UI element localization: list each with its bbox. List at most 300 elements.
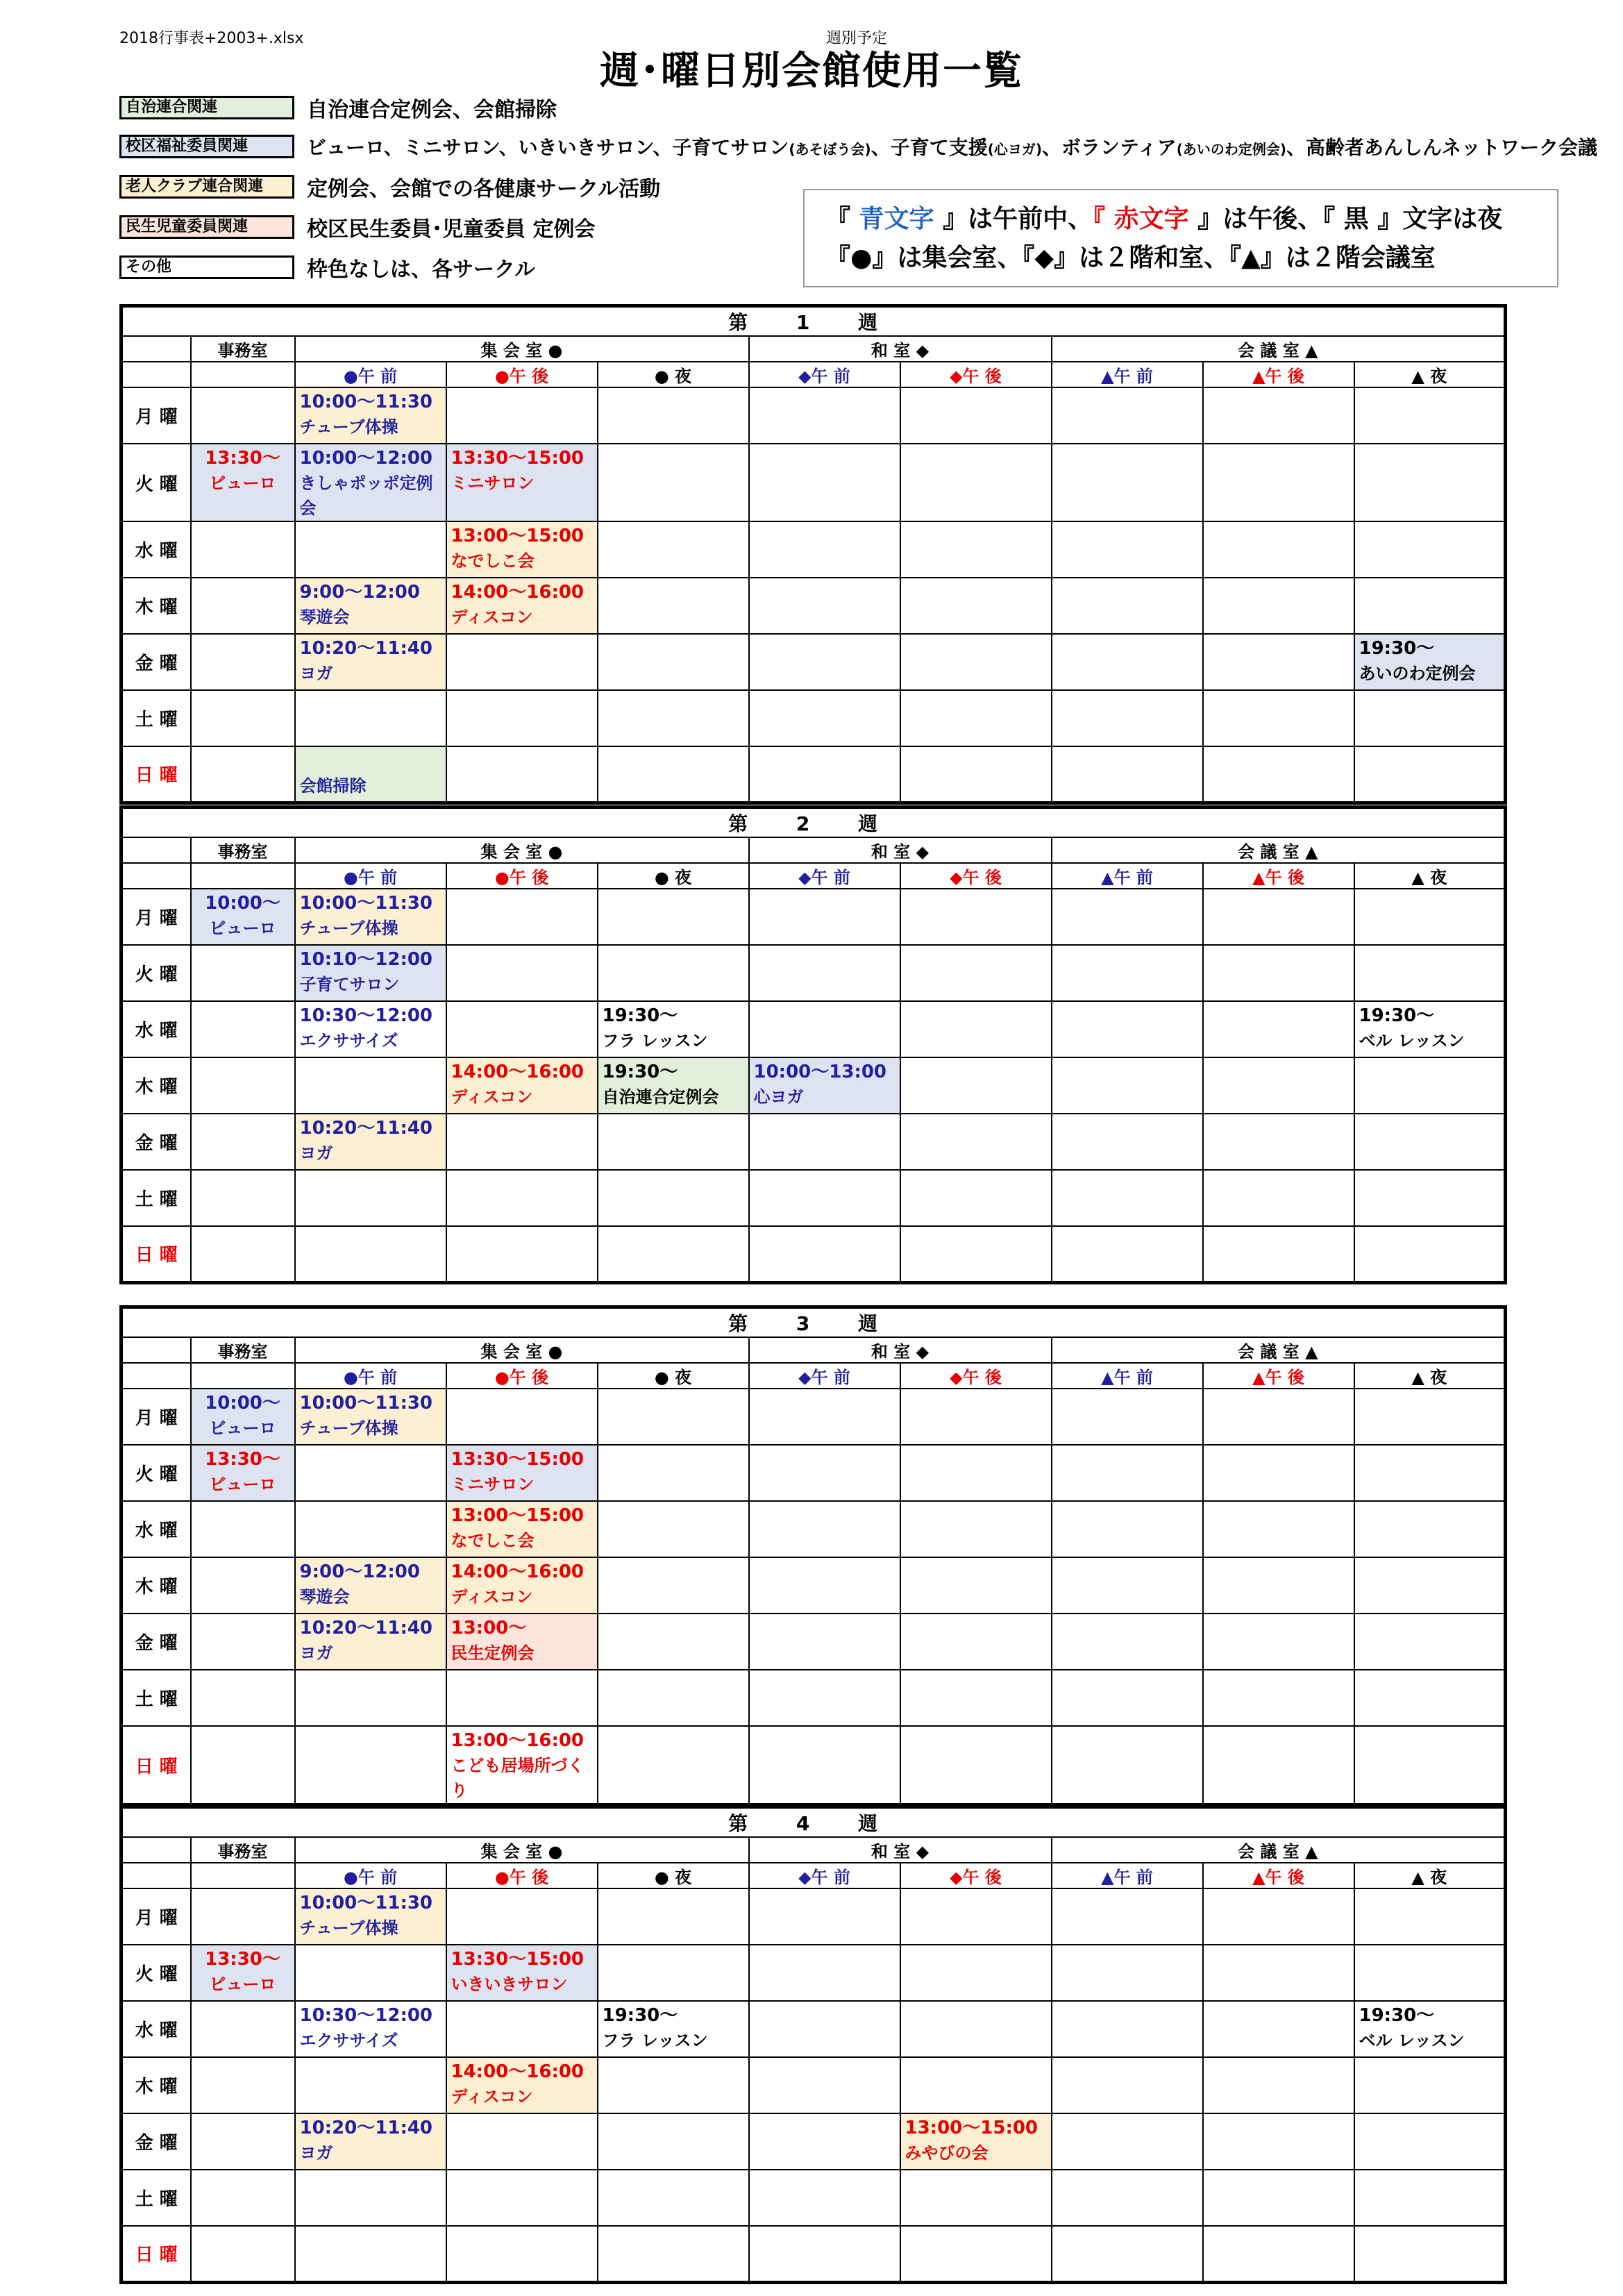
schedule-cell xyxy=(1203,2226,1354,2282)
schedule-cell xyxy=(191,1888,295,1945)
schedule-cell xyxy=(1354,2001,1506,2057)
schedule-cell xyxy=(900,2113,1052,2170)
week-title: 第 4 週 xyxy=(121,1807,1506,1838)
day-row xyxy=(121,746,1506,803)
schedule-cell xyxy=(191,1057,295,1114)
schedule-cell xyxy=(598,578,749,634)
period-header: ▲午 後 xyxy=(1203,1363,1354,1389)
schedule-cell xyxy=(1203,945,1354,1001)
event-name: ヨガ xyxy=(299,1643,333,1663)
event-name: ディスコン xyxy=(451,1087,533,1107)
schedule-cell xyxy=(900,690,1052,746)
schedule-cell xyxy=(191,634,295,690)
schedule-cell xyxy=(295,1557,446,1614)
day-row xyxy=(121,1888,1506,1945)
period-header: ◆午 前 xyxy=(749,1363,900,1389)
legend-row xyxy=(119,254,535,280)
event-time: 13:00～15:00 xyxy=(905,2118,1038,2138)
schedule-cell xyxy=(1354,1445,1506,1501)
schedule-cell xyxy=(900,2001,1052,2057)
schedule-cell xyxy=(446,1888,598,1945)
event-time: 13:30～ xyxy=(205,1949,280,1970)
schedule-cell xyxy=(446,2170,598,2226)
schedule-cell xyxy=(1052,690,1203,746)
day-label: 日 曜 xyxy=(121,1726,191,1805)
schedule-cell xyxy=(191,2057,295,2113)
schedule-cell xyxy=(191,1389,295,1445)
schedule-cell xyxy=(900,1226,1052,1282)
schedule-cell xyxy=(1052,945,1203,1001)
event-name: ミニサロン xyxy=(451,1475,535,1494)
event-name: ディスコン xyxy=(451,1587,533,1607)
schedule-cell xyxy=(900,1888,1052,1945)
event-time: 10:20～11:40 xyxy=(299,638,433,659)
event-name: チューブ体操 xyxy=(299,1918,398,1938)
schedule-cell xyxy=(900,1945,1052,2001)
event-name: ヨガ xyxy=(299,664,333,683)
note-line-2: 『●』は集会室、『◆』は２階和室、『▲』は２階会議室 xyxy=(825,244,1436,272)
schedule-cell xyxy=(295,1445,446,1501)
event-time: 10:00～11:30 xyxy=(299,893,433,914)
period-header: ▲午 後 xyxy=(1203,1863,1354,1888)
period-header: ● 夜 xyxy=(598,863,749,889)
period-header xyxy=(121,1863,191,1888)
day-row xyxy=(121,1445,1506,1501)
event-name: 自治連合定例会 xyxy=(602,1087,719,1107)
schedule-cell xyxy=(598,1389,749,1445)
event-name: あいのわ定例会 xyxy=(1359,664,1476,683)
room-office: 事務室 xyxy=(191,837,295,863)
event-time: 9:00～12:00 xyxy=(299,582,420,603)
day-label: 火 曜 xyxy=(121,1445,191,1501)
legend-row xyxy=(119,133,1597,160)
period-header: ●午 前 xyxy=(295,362,446,387)
day-row xyxy=(121,2057,1506,2113)
day-label: 水 曜 xyxy=(121,1501,191,1557)
schedule-cell xyxy=(900,889,1052,945)
schedule-cell xyxy=(1052,2057,1203,2113)
schedule-cell xyxy=(1203,387,1354,444)
event-time: 19:30～ xyxy=(1359,1005,1435,1026)
event-time: 10:30～12:00 xyxy=(299,1005,433,1026)
schedule-cell xyxy=(749,1726,900,1805)
legend-label: 老人クラブ連合関連 xyxy=(119,175,294,199)
event-time: 13:30～15:00 xyxy=(451,1949,585,1970)
schedule-cell xyxy=(1052,1226,1203,1282)
schedule-cell xyxy=(598,1445,749,1501)
schedule-cell xyxy=(598,1057,749,1114)
schedule-cell xyxy=(446,521,598,578)
period-header: ▲午 後 xyxy=(1203,863,1354,889)
period-header xyxy=(121,362,191,387)
schedule-cell xyxy=(749,746,900,803)
schedule-cell xyxy=(295,1614,446,1670)
day-label: 木 曜 xyxy=(121,1057,191,1114)
schedule-cell xyxy=(900,1670,1052,1726)
schedule-cell xyxy=(1203,746,1354,803)
schedule-cell xyxy=(598,1170,749,1226)
schedule-cell xyxy=(1203,1057,1354,1114)
schedule-cell xyxy=(598,521,749,578)
event-time: 10:00～13:00 xyxy=(753,1062,887,1082)
schedule-cell xyxy=(598,634,749,690)
file-name: 2018行事表+2003+.xlsx xyxy=(119,30,304,47)
day-row xyxy=(121,634,1506,690)
schedule-cell xyxy=(749,889,900,945)
schedule-cell xyxy=(1203,1945,1354,2001)
schedule-cell xyxy=(1052,1389,1203,1445)
day-label: 月 曜 xyxy=(121,387,191,444)
schedule-cell xyxy=(1203,1001,1354,1057)
schedule-cell xyxy=(749,2170,900,2226)
period-header: ◆午 前 xyxy=(749,362,900,387)
event-name: 民生定例会 xyxy=(451,1643,535,1663)
event-name: ビューロ xyxy=(209,1475,276,1494)
period-header xyxy=(121,863,191,889)
room-washitsu: 和 室 ◆ xyxy=(749,837,1052,863)
event-time: 13:00～16:00 xyxy=(451,1730,585,1751)
corner-cell xyxy=(121,336,191,362)
schedule-cell xyxy=(446,1057,598,1114)
period-header: ●午 後 xyxy=(446,362,598,387)
schedule-cell xyxy=(446,1389,598,1445)
event-name: ディスコン xyxy=(451,607,533,627)
event-time: 10:00～12:00 xyxy=(299,448,433,469)
schedule-cell xyxy=(598,746,749,803)
event-time: 13:30～15:00 xyxy=(451,448,585,469)
period-header: ●午 前 xyxy=(295,863,446,889)
legend-label: 校区福祉委員関連 xyxy=(119,135,294,158)
schedule-cell xyxy=(446,387,598,444)
schedule-cell xyxy=(900,521,1052,578)
schedule-cell xyxy=(749,444,900,521)
schedule-cell xyxy=(598,2226,749,2282)
period-header: ● 夜 xyxy=(598,362,749,387)
day-label: 金 曜 xyxy=(121,1614,191,1670)
schedule-cell xyxy=(1203,2057,1354,2113)
corner-cell xyxy=(121,837,191,863)
event-time: 14:00～16:00 xyxy=(451,2061,585,2082)
schedule-cell xyxy=(900,945,1052,1001)
schedule-cell xyxy=(749,1170,900,1226)
event-time: 19:30～ xyxy=(602,1062,678,1082)
schedule-cell xyxy=(1052,1501,1203,1557)
schedule-cell xyxy=(598,2113,749,2170)
schedule-cell xyxy=(1052,746,1203,803)
schedule-cell xyxy=(446,1001,598,1057)
schedule-cell xyxy=(191,578,295,634)
week-table xyxy=(119,1805,1507,2284)
period-header: ▲ 夜 xyxy=(1354,362,1506,387)
schedule-cell xyxy=(1052,634,1203,690)
schedule-cell xyxy=(295,2170,446,2226)
schedule-cell xyxy=(446,634,598,690)
schedule-cell xyxy=(900,2057,1052,2113)
schedule-cell xyxy=(1052,521,1203,578)
schedule-cell xyxy=(1052,2226,1203,2282)
schedule-cell xyxy=(191,2001,295,2057)
event-name: ヨガ xyxy=(299,1143,333,1163)
day-label: 日 曜 xyxy=(121,1226,191,1282)
event-name: フラ レッスン xyxy=(602,2031,708,2050)
legend-label: その他 xyxy=(119,255,294,279)
period-header: ●午 前 xyxy=(295,1863,446,1888)
schedule-cell xyxy=(446,746,598,803)
period-header: ◆午 後 xyxy=(900,1363,1052,1389)
day-row xyxy=(121,1945,1506,2001)
legend-label: 民生児童委員関連 xyxy=(119,215,294,239)
legend-label: 自治連合関連 xyxy=(119,96,294,119)
event-time: 10:10～12:00 xyxy=(299,949,433,970)
schedule-cell xyxy=(1052,1114,1203,1170)
schedule-cell xyxy=(598,2001,749,2057)
schedule-cell xyxy=(900,578,1052,634)
schedule-cell xyxy=(749,387,900,444)
period-header: ▲午 前 xyxy=(1052,362,1203,387)
event-time: 10:20～11:40 xyxy=(299,1118,433,1139)
schedule-cell xyxy=(749,2226,900,2282)
event-time: 14:00～16:00 xyxy=(451,1062,585,1082)
schedule-cell xyxy=(598,2170,749,2226)
schedule-cell xyxy=(295,2001,446,2057)
period-header: ◆午 前 xyxy=(749,863,900,889)
schedule-cell xyxy=(191,1614,295,1670)
schedule-cell xyxy=(295,521,446,578)
schedule-cell xyxy=(1203,2113,1354,2170)
schedule-cell xyxy=(1052,578,1203,634)
schedule-cell xyxy=(900,2226,1052,2282)
day-label: 土 曜 xyxy=(121,2170,191,2226)
period-header: ◆午 後 xyxy=(900,863,1052,889)
schedule-cell xyxy=(749,1445,900,1501)
week-table xyxy=(119,1305,1507,1807)
period-header xyxy=(191,362,295,387)
schedule-cell xyxy=(1203,1726,1354,1805)
day-label: 木 曜 xyxy=(121,2057,191,2113)
schedule-cell xyxy=(1354,387,1506,444)
day-row xyxy=(121,1557,1506,1614)
schedule-cell xyxy=(1203,2170,1354,2226)
day-label: 土 曜 xyxy=(121,1170,191,1226)
event-name: ミニサロン xyxy=(451,474,535,493)
event-time: 10:00～11:30 xyxy=(299,1393,433,1414)
schedule-cell xyxy=(749,2001,900,2057)
schedule-cell xyxy=(446,578,598,634)
event-time: 19:30～ xyxy=(1359,2005,1435,2026)
event-name: ビューロ xyxy=(209,919,276,938)
schedule-cell xyxy=(191,1557,295,1614)
schedule-cell xyxy=(446,1170,598,1226)
event-time: 13:00～ xyxy=(451,1618,527,1639)
schedule-cell xyxy=(900,1501,1052,1557)
event-time: 10:20～11:40 xyxy=(299,2118,433,2138)
period-header: ▲午 前 xyxy=(1052,1863,1203,1888)
schedule-cell xyxy=(1203,521,1354,578)
corner-cell xyxy=(121,1837,191,1863)
event-name: 子育てサロン xyxy=(299,975,400,994)
day-label: 金 曜 xyxy=(121,2113,191,2170)
event-name: こども居場所づくり xyxy=(451,1756,585,1800)
schedule-cell xyxy=(191,1226,295,1282)
event-name: ヨガ xyxy=(299,2143,333,2163)
schedule-cell xyxy=(1203,1614,1354,1670)
period-header: ▲ 夜 xyxy=(1354,1363,1506,1389)
schedule-cell xyxy=(900,746,1052,803)
schedule-cell xyxy=(1354,2170,1506,2226)
schedule-cell xyxy=(1354,1888,1506,1945)
schedule-cell xyxy=(749,2113,900,2170)
period-header: ▲午 後 xyxy=(1203,362,1354,387)
schedule-cell xyxy=(446,1501,598,1557)
schedule-cell xyxy=(1203,1389,1354,1445)
event-name: チューブ体操 xyxy=(299,1418,398,1438)
schedule-cell xyxy=(1354,945,1506,1001)
schedule-cell xyxy=(295,1057,446,1114)
schedule-cell xyxy=(446,2113,598,2170)
schedule-cell xyxy=(295,2113,446,2170)
day-row xyxy=(121,1226,1506,1282)
schedule-cell xyxy=(598,1114,749,1170)
event-time: 19:30～ xyxy=(602,1005,678,1026)
room-office: 事務室 xyxy=(191,1837,295,1863)
schedule-cell xyxy=(1052,1614,1203,1670)
page-title: 週･曜日別会館使用一覧 xyxy=(600,49,1023,94)
day-label: 木 曜 xyxy=(121,578,191,634)
event-name: なでしこ会 xyxy=(451,551,535,571)
schedule-cell xyxy=(900,1614,1052,1670)
schedule-cell xyxy=(446,1557,598,1614)
period-header: ●午 後 xyxy=(446,1863,598,1888)
schedule-cell xyxy=(1203,1445,1354,1501)
schedule-cell xyxy=(598,444,749,521)
schedule-cell xyxy=(1203,578,1354,634)
day-row xyxy=(121,1726,1506,1805)
room-kaigi: 会 議 室 ▲ xyxy=(1052,336,1506,362)
day-label: 金 曜 xyxy=(121,1114,191,1170)
schedule-cell xyxy=(446,1614,598,1670)
event-name: いきいきサロン xyxy=(451,1975,568,1994)
schedule-cell xyxy=(1052,1726,1203,1805)
legend-description: 校区民生委員･児童委員 定例会 xyxy=(307,217,596,242)
schedule-cell xyxy=(900,1445,1052,1501)
week-table xyxy=(119,805,1507,1284)
period-header: ◆午 後 xyxy=(900,1863,1052,1888)
day-label: 月 曜 xyxy=(121,889,191,945)
schedule-cell xyxy=(191,945,295,1001)
schedule-cell xyxy=(1203,889,1354,945)
schedule-cell xyxy=(446,2001,598,2057)
schedule-cell xyxy=(446,2226,598,2282)
event-time: 13:30～ xyxy=(205,1449,280,1470)
schedule-cell xyxy=(1354,578,1506,634)
schedule-cell xyxy=(900,444,1052,521)
week-table xyxy=(119,304,1507,805)
event-name: 会館掃除 xyxy=(299,776,367,796)
schedule-cell xyxy=(295,444,446,521)
event-time: 14:00～16:00 xyxy=(451,582,585,603)
schedule-cell xyxy=(1354,889,1506,945)
schedule-cell xyxy=(1052,444,1203,521)
day-label: 日 曜 xyxy=(121,746,191,803)
event-time: 10:00～11:30 xyxy=(299,392,433,412)
note-line-1: 『 青文字 』は午前中、『 赤文字 』は午後、『 黒 』文字は夜 xyxy=(825,205,1503,233)
schedule-cell xyxy=(1354,746,1506,803)
schedule-cell xyxy=(1052,1670,1203,1726)
room-kaigi: 会 議 室 ▲ xyxy=(1052,1837,1506,1863)
schedule-cell xyxy=(749,578,900,634)
schedule-cell xyxy=(446,1226,598,1282)
schedule-cell xyxy=(598,1557,749,1614)
schedule-cell xyxy=(1203,1670,1354,1726)
event-time xyxy=(300,748,446,773)
day-row xyxy=(121,945,1506,1001)
schedule-cell xyxy=(446,1114,598,1170)
schedule-cell xyxy=(191,1170,295,1226)
schedule-cell xyxy=(1354,2226,1506,2282)
event-time: 19:30～ xyxy=(602,2005,678,2026)
period-header: ▲午 前 xyxy=(1052,1363,1203,1389)
week-title: 第 1 週 xyxy=(121,306,1506,337)
schedule-cell xyxy=(1052,2170,1203,2226)
day-label: 土 曜 xyxy=(121,1670,191,1726)
schedule-cell xyxy=(1354,634,1506,690)
day-row xyxy=(121,578,1506,634)
schedule-cell xyxy=(1052,2001,1203,2057)
schedule-cell xyxy=(598,945,749,1001)
schedule-cell xyxy=(295,1888,446,1945)
schedule-cell xyxy=(749,1389,900,1445)
schedule-cell xyxy=(1354,1389,1506,1445)
day-label: 月 曜 xyxy=(121,1389,191,1445)
day-row xyxy=(121,1501,1506,1557)
schedule-cell xyxy=(191,1945,295,2001)
day-row xyxy=(121,1114,1506,1170)
schedule-cell xyxy=(1354,690,1506,746)
week-title: 第 2 週 xyxy=(121,807,1506,838)
schedule-cell xyxy=(598,1945,749,2001)
schedule-cell xyxy=(1052,387,1203,444)
day-row xyxy=(121,2113,1506,2170)
schedule-cell xyxy=(191,1501,295,1557)
schedule-cell xyxy=(191,521,295,578)
period-header xyxy=(121,1363,191,1389)
schedule-cell xyxy=(1203,1501,1354,1557)
schedule-cell xyxy=(749,1614,900,1670)
room-office: 事務室 xyxy=(191,336,295,362)
schedule-cell xyxy=(295,578,446,634)
day-row xyxy=(121,2226,1506,2282)
event-name: みやびの会 xyxy=(905,2143,989,2163)
room-washitsu: 和 室 ◆ xyxy=(749,1337,1052,1363)
day-row xyxy=(121,444,1506,521)
schedule-cell xyxy=(749,1945,900,2001)
schedule-cell xyxy=(1203,1114,1354,1170)
event-name: きしゃポッポ定例会 xyxy=(299,474,433,518)
schedule-cell xyxy=(1354,1170,1506,1226)
day-row xyxy=(121,387,1506,444)
schedule-cell xyxy=(598,1001,749,1057)
schedule-cell xyxy=(900,1001,1052,1057)
day-label: 火 曜 xyxy=(121,444,191,521)
schedule-cell xyxy=(900,1114,1052,1170)
period-header: ▲ 夜 xyxy=(1354,863,1506,889)
event-name: なでしこ会 xyxy=(451,1531,535,1550)
schedule-cell xyxy=(598,1501,749,1557)
event-time: 10:30～12:00 xyxy=(299,2005,433,2026)
schedule-cell xyxy=(295,1114,446,1170)
schedule-cell xyxy=(191,444,295,521)
schedule-cell xyxy=(295,1389,446,1445)
